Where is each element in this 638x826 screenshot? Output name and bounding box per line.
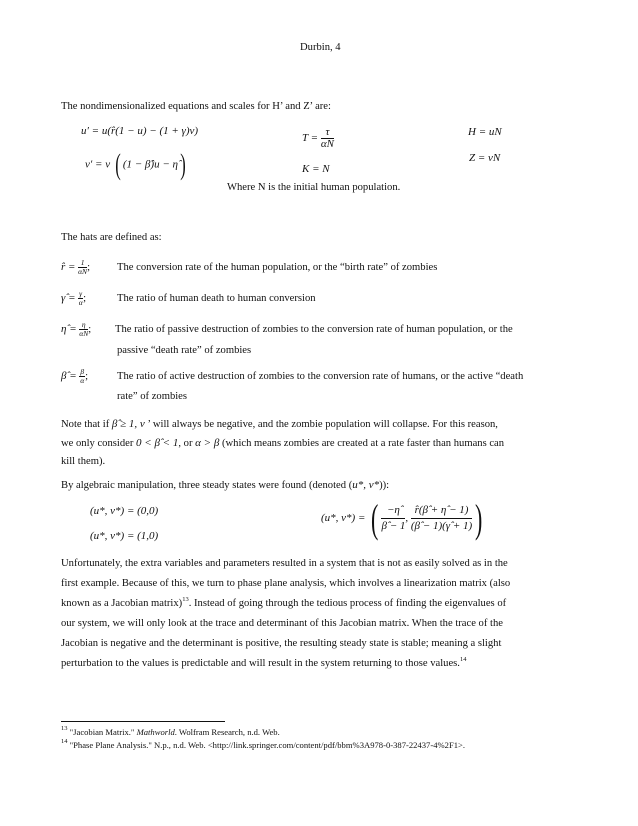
- where-line: Where N is the initial human population.: [227, 182, 401, 193]
- right-paren: ): [180, 148, 186, 181]
- footnote-13-italic: Mathworld: [136, 727, 175, 737]
- steady-state-2: (u*, v*) = (1,0): [90, 530, 159, 542]
- steady-state-1: (u*, v*) = (0,0): [90, 505, 159, 517]
- hat-eta-lhs: η̂ =: [61, 322, 77, 335]
- footnote-14-num: 14: [61, 738, 68, 745]
- steady-3-lhs: (u*, v*) =: [321, 512, 366, 525]
- intro-text: The nondimensionalized equations and scales for H’ and Z’ are:: [61, 101, 331, 112]
- note-line-2: [61, 437, 504, 449]
- steady-intro: [61, 479, 389, 491]
- v-prime-body: (1 − β̂)u − η̂: [122, 158, 178, 171]
- steady-state-3: (u*, v*) = ( $\frac{-\etâ}{\betâ - 1}$ , $\frac{r̂(\betâ + \etâ - 1)}{(\betâ - 1)(\gammâ + 1)}$ ): [321, 495, 483, 541]
- footnote-ref-14[interactable]: 14: [459, 656, 467, 663]
- v-prime-equation: [85, 150, 188, 180]
- hat-gamma-lhs: γ̂ =: [61, 291, 76, 304]
- body-line-4: our system, we will only look at the trace and determinant of this Jacobian matrix. When the trace of the: [61, 618, 503, 629]
- steady-3-num1: −η̂: [381, 503, 405, 519]
- note-text-2a: we only consider: [61, 438, 137, 449]
- footnote-14: [61, 740, 465, 750]
- body-line-5: Jacobian is negative and the determinant is positive, the resulting steady state is stable; meaning a slight: [61, 638, 502, 649]
- k-scale-equation: K = N: [302, 163, 330, 175]
- hat-eta-text: The ratio of passive destruction of zombies to the conversion rate of human population, or the: [115, 324, 513, 335]
- footnote-13-num: 13: [61, 725, 68, 732]
- hat-eta-text-cont: passive “death rate” of zombies: [117, 345, 252, 356]
- steady-3-den1: β̂ − 1: [381, 520, 406, 532]
- hat-gamma-den: α: [78, 298, 83, 307]
- hat-beta-lhs: β̂ =: [61, 369, 77, 382]
- t-denominator: αN: [320, 138, 334, 150]
- steady-intro-a: By algebraic manipulation, three steady states were found (denoted (: [61, 480, 353, 491]
- hat-def-beta: β̂ = $\frac{\beta}{\alpha}$ ; The ratio of active destruction of zombies to the conversion rate of humans, or the active “death rate” of zombies: [61, 367, 524, 402]
- steady-3-rparen: ): [475, 495, 483, 541]
- z-scale-equation: Z = vN: [469, 152, 501, 164]
- hat-r-lhs: r̂ =: [61, 260, 76, 273]
- t-scale-equation: [302, 127, 334, 150]
- note-line-1: [61, 418, 498, 430]
- body-line-6: [61, 658, 466, 669]
- steady-intro-b: )):: [379, 480, 390, 491]
- t-lhs: T =: [302, 132, 319, 145]
- h-scale-equation: H = uN: [468, 126, 502, 138]
- steady-3-den2: (β̂ − 1)(γ̂ + 1): [410, 520, 473, 532]
- body-line-3b: . Instead of going through the tedious process of finding the eigenvalues of: [188, 598, 507, 609]
- footnote-ref-13[interactable]: 13: [182, 596, 189, 603]
- hat-def-gamma: γ̂ = $\frac{\gamma}{\alpha}$ ; The ratio of human death to human conversion: [61, 289, 316, 307]
- note-text-a: Note that if: [61, 419, 112, 430]
- t-fraction: [321, 127, 334, 150]
- hats-intro: The hats are defined as:: [61, 232, 162, 243]
- hat-r-num: 1: [78, 259, 87, 268]
- hat-eta-den: αN: [79, 329, 89, 338]
- body-line-2: first example. Because of this, we turn to phase plane analysis, which involves a linearization matrix (also: [61, 578, 511, 589]
- hat-beta-text: The ratio of active destruction of zombies to the conversion rate of humans, or the active “death: [117, 371, 524, 382]
- note-math-2: 0 < β̂ < 1: [136, 437, 179, 449]
- body-line-3: [61, 598, 506, 609]
- u-prime-equation: u′ = u(r̂(1 − u) − (1 + γ)v): [81, 125, 199, 137]
- steady-intro-math: u*, v*: [352, 479, 380, 491]
- hat-beta-den: α: [80, 376, 85, 385]
- body-line-3a: known as a Jacobian matrix): [61, 598, 183, 609]
- hat-beta-text-cont: rate” of zombies: [117, 391, 188, 402]
- hat-r-den: αN: [78, 267, 88, 276]
- note-math-1: β̂ ≥ 1, v: [111, 418, 145, 430]
- hat-beta-num: β: [80, 367, 85, 376]
- body-line-1: Unfortunately, the extra variables and parameters resulted in a system that is not as easily solved as in the: [61, 558, 508, 569]
- footnote-13: [61, 727, 280, 737]
- hat-r-fraction: [78, 259, 87, 276]
- footnote-14-text[interactable]: "Phase Plane Analysis." N.p., n.d. Web. <http://link.springer.com/content/pdf/bbm%3A978-0-387-22437-4%2F1>.: [67, 740, 466, 750]
- hat-r-text: The conversion rate of the human population, or the “birth rate” of zombies: [117, 262, 438, 273]
- hat-def-r: r̂ = $\frac{1}{\alpha N}$ ; The conversion rate of the human population, or the “birth rate” of zombies: [61, 258, 438, 276]
- v-prime-lhs: v′ = v: [85, 158, 111, 171]
- running-head: Durbin, 4: [300, 42, 341, 53]
- steady-3-lparen: (: [371, 495, 379, 541]
- steady-3-frac-1: [381, 503, 405, 534]
- steady-3-num2: r̂(β̂ + η̂ − 1): [411, 503, 472, 519]
- body-line-6a: perturbation to the values is predictable and will result in the system returning to those values.: [61, 658, 460, 669]
- note-text-2b: , or: [178, 438, 196, 449]
- hat-def-eta: η̂ = $\frac{\eta}{\alpha N}$ ; The ratio of passive destruction of zombies to the conversion rate of human population, or the passive “death rate” of zombies: [61, 320, 513, 356]
- hat-eta-num: η: [79, 321, 88, 330]
- note-text-2c: (which means zombies are created at a rate faster than humans can: [219, 438, 505, 449]
- hat-eta-fraction: [79, 321, 88, 338]
- hat-gamma-num: γ: [79, 289, 83, 298]
- note-math-3: α > β: [195, 437, 220, 449]
- footnote-13-post: . Wolfram Research, n.d. Web.: [174, 727, 280, 737]
- t-numerator: τ: [321, 127, 334, 139]
- footnote-separator: [61, 721, 225, 722]
- note-text-b: ’ will always be negative, and the zombie population will collapse. For this reason,: [144, 419, 498, 430]
- footnote-13-pre: "Jacobian Matrix.": [67, 727, 137, 737]
- hat-gamma-text: The ratio of human death to human conversion: [117, 293, 316, 304]
- left-paren: (: [115, 148, 121, 181]
- steady-3-frac-2: [411, 503, 472, 534]
- note-line-3: kill them).: [61, 456, 106, 467]
